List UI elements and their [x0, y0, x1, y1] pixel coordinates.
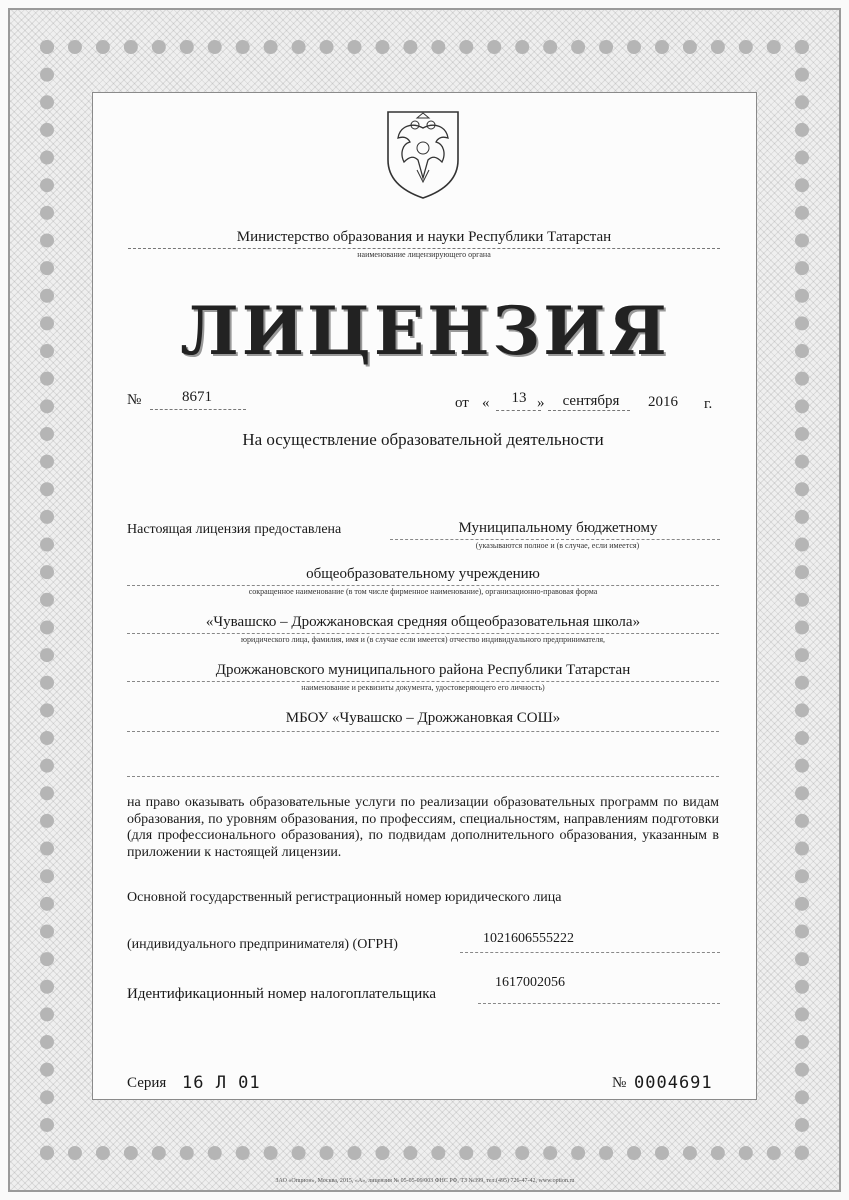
date-day-underline [496, 410, 541, 411]
date-open-quote: « [482, 395, 490, 411]
coat-of-arms-emblem-icon [384, 108, 462, 200]
license-number-sign: № [127, 392, 142, 408]
blank-line [127, 776, 719, 777]
blank-number: 0004691 [634, 1073, 713, 1093]
org-line-5: МБОУ «Чувашско – Дрожжановкая СОШ» [285, 710, 561, 726]
series-label: Серия [127, 1075, 167, 1091]
org-line-4-underline [127, 681, 719, 682]
date-prefix: от [455, 395, 469, 411]
date-suffix: г. [704, 396, 713, 412]
date-close-quote: » [537, 395, 545, 411]
ogrn-value: 1021606555222 [483, 931, 574, 946]
org-line-2: общеобразовательному учреждению [306, 566, 540, 582]
org-line-5-underline [127, 731, 719, 732]
printer-imprint: ЗАО «Опцион», Москва, 2015, «А», лицензия № 05-05-09/003 ФНС РФ, ТЗ №399, тел.(495) 726-47-42, www.option.ru [275, 1178, 575, 1184]
org-line-1-underline [390, 539, 720, 540]
document-title: ЛИЦЕНЗИЯ [180, 292, 670, 370]
date-year: 2016 [648, 394, 678, 410]
org-caption-2: сокращенное наименование (в том числе фирменное наименование), организационно-правовая форма [248, 587, 598, 596]
org-caption-4: наименование и реквизиты документа, удостоверяющего его личность) [301, 683, 545, 692]
org-line-3-underline [127, 633, 719, 634]
org-line-3: «Чувашско – Дрожжановская средняя общеобразовательная школа» [205, 614, 641, 630]
ogrn-underline [460, 952, 720, 953]
series-value: 16 Л 01 [182, 1073, 261, 1093]
rights-paragraph: на право оказывать образовательные услуги по реализации образовательных программ по видам образования, по уровням образования, по профессиям, специальностям, направлениям подготовки (для профессионального образования), по подвидам дополнительного образования, указанным в приложении к настоящей лицензии. [127, 795, 719, 860]
inn-value: 1617002056 [495, 975, 565, 990]
ogrn-label-2: (индивидуального предпринимателя) (ОГРН) [127, 937, 398, 952]
activity-type: На осуществление образовательной деятельности [242, 430, 604, 449]
granted-label: Настоящая лицензия предоставлена [127, 522, 342, 537]
org-line-2-underline [127, 585, 719, 586]
license-number-underline [150, 409, 246, 410]
org-caption-3: юридического лица, фамилия, имя и (в случае если имеется) отчество индивидуального предпринимателя, [240, 635, 606, 644]
date-month-underline [548, 410, 630, 411]
issuer-caption: наименование лицензирующего органа [357, 250, 491, 259]
blank-number-sign: № [612, 1075, 627, 1091]
date-month: сентября [562, 393, 620, 409]
date-day: 13 [511, 390, 527, 406]
issuer-name: Министерство образования и науки Республики Татарстан [236, 229, 612, 245]
org-line-4: Дрожжановского муниципального района Республики Татарстан [215, 662, 631, 678]
inn-underline [478, 1003, 720, 1004]
inn-label: Идентификационный номер налогоплательщика [127, 986, 437, 1002]
org-caption-1: (указываются полное и (в случае, если имеется) [475, 541, 640, 550]
license-number: 8671 [182, 389, 212, 405]
ogrn-label-1: Основной государственный регистрационный номер юридического лица [127, 890, 562, 905]
issuer-underline [128, 248, 720, 249]
org-line-1: Муниципальному бюджетному [458, 520, 658, 536]
